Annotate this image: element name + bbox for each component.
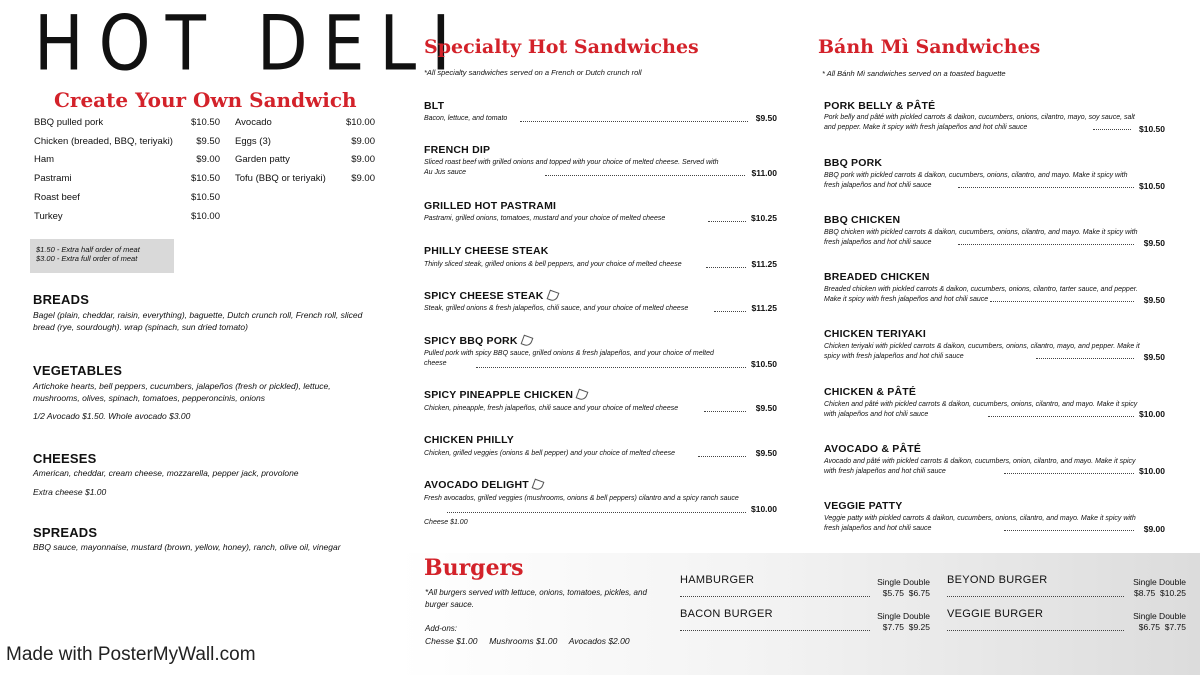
leader-dots xyxy=(545,175,745,176)
banh-mi-item-price: $9.00 xyxy=(1143,524,1165,534)
banh-mi-item-price: $10.00 xyxy=(1139,466,1165,476)
banh-mi-item-price: $9.50 xyxy=(1143,352,1165,362)
spreads-text: BBQ sauce, mayonnaise, mustard (brown, yellow, honey), ranch, olive oil, vinegar xyxy=(33,542,341,552)
banh-mi-item-price: $10.50 xyxy=(1139,181,1165,191)
specialty-item-name: CHICKEN PHILLY xyxy=(424,434,514,446)
chili-pepper-icon xyxy=(576,389,589,402)
specialty-item-price: $10.00 xyxy=(751,504,777,514)
create-your-own-title: Create Your Own Sandwich xyxy=(54,88,357,112)
vegetables-note: 1/2 Avocado $1.50. Whole avocado $3.00 xyxy=(33,411,191,421)
banh-mi-item-desc: BBQ chicken with pickled carrots & daikon, cucumbers, onions, cilantro, and mayo. Make it spicy with fresh jalapeños and hot chili sauce xyxy=(824,229,1138,246)
specialty-item-price: $11.25 xyxy=(751,259,777,269)
burgers-addons: Chesse $1.00 Mushrooms $1.00 Avocados $2.00 xyxy=(425,636,630,646)
banh-mi-item-name: CHICKEN TERIYAKI xyxy=(824,328,926,340)
banh-mi-item-name: AVOCADO & PÂTÉ xyxy=(824,443,922,455)
banh-mi-item-name: CHICKEN & PÂTÉ xyxy=(824,386,917,398)
burger-size-label: Single Double xyxy=(877,577,930,587)
burger-size-label: Single Double xyxy=(877,611,930,621)
banh-mi-item-name: PORK BELLY & PÂTÉ xyxy=(824,100,936,112)
leader-dots xyxy=(447,512,746,513)
burger-name: BACON BURGER xyxy=(680,608,773,620)
burgers-addons-label: Add-ons: xyxy=(425,624,458,633)
specialty-item-price: $11.25 xyxy=(751,303,777,313)
burger-prices: $7.75 $9.25 xyxy=(882,622,930,632)
burgers-note: *All burgers served with lettuce, onions, tomatoes, pickles, and burger sauce. xyxy=(425,588,647,609)
extra-meat-line: $3.00 - Extra full order of meat xyxy=(36,254,138,263)
banh-mi-item-price: $10.50 xyxy=(1139,124,1165,134)
specialty-item-price: $11.00 xyxy=(751,168,777,178)
specialty-item-desc: Thinly sliced steak, grilled onions & bell peppers, and your choice of melted cheese xyxy=(424,261,682,268)
specialty-item-desc: Chicken, grilled veggies (onions & bell pepper) and your choice of melted cheese xyxy=(424,450,675,457)
leader-dots xyxy=(476,367,746,368)
banh-mi-note: * All Bánh Mì sandwiches served on a toasted baguette xyxy=(822,69,1006,78)
banh-mi-item-price: $10.00 xyxy=(1139,409,1165,419)
specialty-item-price: $10.50 xyxy=(751,359,777,369)
specialty-item-price: $10.25 xyxy=(751,213,777,223)
specialty-item-desc: Steak, grilled onions & fresh jalapeños, chili sauce, and your choice of melted cheese xyxy=(424,305,689,312)
burger-name: VEGGIE BURGER xyxy=(947,608,1044,620)
cheeses-heading: CHEESES xyxy=(33,451,97,466)
leader-dots xyxy=(520,121,748,122)
chili-pepper-icon xyxy=(520,335,533,348)
banh-mi-item-desc: BBQ pork with pickled carrots & daikon, cucumbers, onions, cilantro, and mayo. Make it spicy with fresh jalapeños and hot chili sauce xyxy=(824,172,1128,189)
leader-dots xyxy=(1004,473,1134,474)
specialty-item-name: PHILLY CHEESE STEAK xyxy=(424,245,549,257)
banh-mi-item-desc: Pork belly and pâté with pickled carrots & daikon, cucumbers, onions, cilantro, mayo, soy sauce, salt and pepper. Make it spicy with fresh jalapeños and hot chili sauce xyxy=(824,114,1135,131)
leader-dots xyxy=(988,416,1134,417)
specialty-item-name: SPICY CHEESE STEAK xyxy=(424,290,558,302)
leader-dots xyxy=(958,244,1134,245)
specialty-item-name: SPICY PINEAPPLE CHICKEN xyxy=(424,389,587,401)
banh-mi-item-name: BREADED CHICKEN xyxy=(824,271,930,283)
specialty-item-desc: Pastrami, grilled onions, tomatoes, mustard and your choice of melted cheese xyxy=(424,215,666,222)
banh-mi-item-desc: Chicken and pâté with pickled carrots & daikon, cucumbers, onions, cilantro, and mayo. Make it spicy with jalapeños and hot chili sauce xyxy=(824,401,1138,418)
specialty-item-desc: Pulled pork with spicy BBQ sauce, grilled onions & fresh jalapeños, and your choice of melted cheese xyxy=(424,350,714,367)
banh-mi-item-desc: Avocado and pâté with pickled carrots & daikon, cucumbers, onion, cilantro, and mayo. Make it spicy with fresh jalapeños and hot chili sauce xyxy=(824,458,1136,475)
specialty-item-desc: Fresh avocados, grilled veggies (mushrooms, onions & bell peppers) cilantro and a spicy ranch sauce xyxy=(424,495,739,502)
chili-pepper-icon xyxy=(546,290,559,303)
breads-heading: BREADS xyxy=(33,292,90,307)
burger-prices: $6.75 $7.75 xyxy=(1138,622,1186,632)
banh-mi-item-price: $9.50 xyxy=(1143,238,1165,248)
banh-mi-item-name: BBQ PORK xyxy=(824,157,883,169)
banh-mi-item-desc: Chicken teriyaki with pickled carrots & daikon, cucumbers, onions, cilantro, mayo, and pepper. Make it spicy with fresh jalapeños and hot chili sauce xyxy=(824,343,1140,360)
postermywall-credit[interactable]: Made with PosterMyWall.com xyxy=(6,644,256,665)
specialty-title: Specialty Hot Sandwiches xyxy=(424,36,699,58)
cheeses-text: American, cheddar, cream cheese, mozzarella, pepper jack, provolone xyxy=(33,468,299,478)
specialty-item-desc: Bacon, lettuce, and tomato xyxy=(424,115,508,122)
burger-name: HAMBURGER xyxy=(680,574,755,586)
leader-dots xyxy=(947,596,1124,597)
banh-mi-item-name: VEGGIE PATTY xyxy=(824,500,903,512)
banh-mi-item-name: BBQ CHICKEN xyxy=(824,214,901,226)
specialty-item-price: $9.50 xyxy=(755,403,777,413)
chili-pepper-icon xyxy=(531,479,544,492)
burger-name: BEYOND BURGER xyxy=(947,574,1048,586)
specialty-item-name: GRILLED HOT PASTRAMI xyxy=(424,200,557,212)
leader-dots xyxy=(947,630,1124,631)
extra-meat-box xyxy=(30,239,174,273)
specialty-item-name: SPICY BBQ PORK xyxy=(424,335,532,347)
banh-mi-item-desc: Veggie patty with pickled carrots & daikon, cucumbers, onions, cilantro, and mayo. Make it spicy with fresh jalapeños and hot chili sauce xyxy=(824,515,1136,532)
specialty-item-desc: Sliced roast beef with grilled onions and topped with your choice of melted cheese. Served with Au Jus sauce xyxy=(424,159,719,176)
leader-dots xyxy=(680,630,870,631)
burger-prices: $5.75 $6.75 xyxy=(882,588,930,598)
burgers-title: Burgers xyxy=(424,555,524,581)
specialty-item-name: FRENCH DIP xyxy=(424,144,491,156)
leader-dots xyxy=(1004,530,1134,531)
leader-dots xyxy=(1036,358,1134,359)
burger-prices: $8.75 $10.25 xyxy=(1134,588,1186,598)
burger-size-label: Single Double xyxy=(1133,611,1186,621)
leader-dots xyxy=(958,187,1134,188)
page-title: HOT DELI xyxy=(34,0,466,88)
leader-dots xyxy=(990,301,1134,302)
banh-mi-item-desc: Breaded chicken with pickled carrots & daikon, cucumbers, onions, cilantro, tarter sauce, and pepper. Make it spicy with fresh jalapeños and hot chili sauce xyxy=(824,286,1138,303)
leader-dots xyxy=(680,596,870,597)
vegetables-text: Artichoke hearts, bell peppers, cucumbers, jalapeños (fresh or pickled), lettuce, mushrooms, olives, spinach, tomatoes, pepperoncinis, onions xyxy=(33,381,331,403)
specialty-item-name: BLT xyxy=(424,100,445,112)
vegetables-heading: VEGETABLES xyxy=(33,363,123,378)
specialty-note: *All specialty sandwiches served on a French or Dutch crunch roll xyxy=(424,68,642,77)
avocado-delight-cheese-note: Cheese $1.00 xyxy=(424,519,468,526)
extra-meat-line: $1.50 - Extra half order of meat xyxy=(36,245,140,254)
spreads-heading: SPREADS xyxy=(33,525,98,540)
banh-mi-item-price: $9.50 xyxy=(1143,295,1165,305)
burger-size-label: Single Double xyxy=(1133,577,1186,587)
specialty-item-desc: Chicken, pineapple, fresh jalapeños, chili sauce and your choice of melted cheese xyxy=(424,405,679,412)
specialty-item-price: $9.50 xyxy=(755,113,777,123)
breads-text: Bagel (plain, cheddar, raisin, everything), baguette, Dutch crunch roll, French roll, sliced bread (rye, sourdough). wrap (spinach, sun dried tomato) xyxy=(33,310,363,332)
cheeses-note: Extra cheese $1.00 xyxy=(33,487,107,497)
specialty-item-price: $9.50 xyxy=(755,448,777,458)
specialty-item-name: AVOCADO DELIGHT xyxy=(424,479,543,491)
banh-mi-title: Bánh Mì Sandwiches xyxy=(818,36,1041,58)
